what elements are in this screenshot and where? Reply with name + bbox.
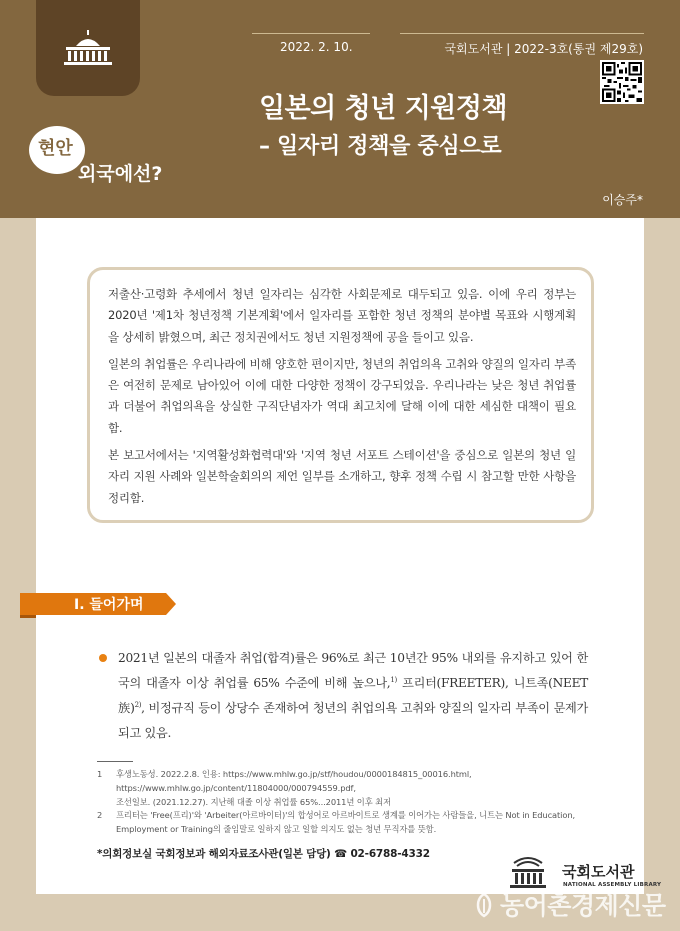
assembly-building-icon <box>58 28 118 68</box>
library-name: 국회도서관 <box>562 863 635 881</box>
body-text-part: 프리터(FREETER), 니트족(NEET族) <box>118 676 588 715</box>
report-header <box>0 0 680 218</box>
series-name: 외국에선? <box>78 163 163 185</box>
summary-paragraph: 저출산·고령화 추세에서 청년 일자리는 심각한 사회문제로 대두되고 있음. 이에 우리 정부는 2020년 '제1차 청년정책 기본계획'에서 일자리를 포함한 청년 정책의 분야별 목표와 시행계획을 상세히 밝혔으며, 최근 정치권에서도 청년 지원정책에 공을 들이고 있음. <box>108 287 576 344</box>
summary-box <box>87 267 594 523</box>
footnote-link[interactable]: https://www.mhlw.go.jp/content/11804000/000794559.pdf, <box>116 783 356 793</box>
qr-code[interactable] <box>600 60 644 104</box>
report-subtitle: – 일자리 정책을 중심으로 <box>259 134 502 159</box>
footnote-number: 2 <box>97 810 103 820</box>
issue-number: 국회도서관 | 2022-3호(통권 제29호) <box>444 42 643 56</box>
watermark-text: 농어촌경제신문 <box>500 891 666 920</box>
footnote-divider <box>97 761 133 762</box>
footnote-line: 프리터는 'Free(프리)'와 'Arbeiter(아르바이터)'의 합성어로 아르바이트로 생계를 이어가는 사람들을, 니트는 Not in Education, <box>116 810 576 820</box>
footnote-line: 후생노동성. 2022.2.8. 인용: https://www.mhlw.go.jp/stf/houdou/0000184815_00016.html, <box>116 769 472 779</box>
summary-paragraph: 본 보고서에서는 '지역활성화협력대'와 '지역 청년 서포트 스테이션'을 중심으로 일본의 청년 일자리 지원 사례와 일본학술회의의 제언 일부를 소개하고, 향후 정책 수립 시 참고할 만한 사항을 정리함. <box>108 448 576 505</box>
footnote-number: 1 <box>97 769 103 779</box>
header-rule-right <box>400 33 644 34</box>
summary-paragraph: 일본의 취업률은 우리나라에 비해 양호한 편이지만, 청년의 취업의욕 고취와 양질의 일자리 부족은 여전히 문제로 남아있어 이에 대한 다양한 정책이 강구되었음. 우리나라는 낮은 청년 취업률과 더불어 취업의욕을 상실한 구직단념자가 역대 최고치에 달해 이에 대한 세심한 대책이 필요함. <box>108 356 576 435</box>
header-rule-left <box>252 33 370 34</box>
series-badge-label: 현안 <box>38 138 73 159</box>
footnote-line: Employment or Training의 줄임말로 일하지 않고 일할 의지도 없는 청년 무직자를 뜻함. <box>116 824 437 834</box>
section-heading <box>20 590 176 618</box>
body-text-part: , 비정규직 등이 상당수 존재하여 청년의 취업의욕 고취와 양질의 일자리 부족이 문제가 되고 있음. <box>118 701 588 740</box>
author-name: 이승주* <box>602 193 643 207</box>
section-heading-label: Ⅰ. 들어가며 <box>74 597 144 613</box>
library-name-english: NATIONAL ASSEMBLY LIBRARY <box>563 882 662 888</box>
body-paragraph <box>118 646 588 746</box>
footnote-ref-2[interactable]: 2) <box>134 700 142 709</box>
footnote-line: 조선일보. (2021.12.27). 지난해 대졸 이상 취업률 65%...2011년 이후 최저 <box>116 797 392 807</box>
bullet-icon <box>99 654 107 662</box>
contact-info: *의회정보실 국회정보과 해외자료조사관(일본 담당) ☎ 02-6788-4332 <box>97 848 430 860</box>
watermark-logo-icon <box>470 891 498 919</box>
report-title: 일본의 청년 지원정책 <box>259 93 508 124</box>
publication-date: 2022. 2. 10. <box>280 40 353 54</box>
logo-tab <box>36 0 140 96</box>
footnote-ref-1[interactable]: 1) <box>390 675 397 684</box>
body-text-part: 2021년 일본의 대졸자 취업(합격)률은 96%로 최근 10년간 95% 내외를 유지하고 있어 한국의 대졸자 이상 취업률 65% 수준에 비해 높으나, <box>118 651 588 690</box>
